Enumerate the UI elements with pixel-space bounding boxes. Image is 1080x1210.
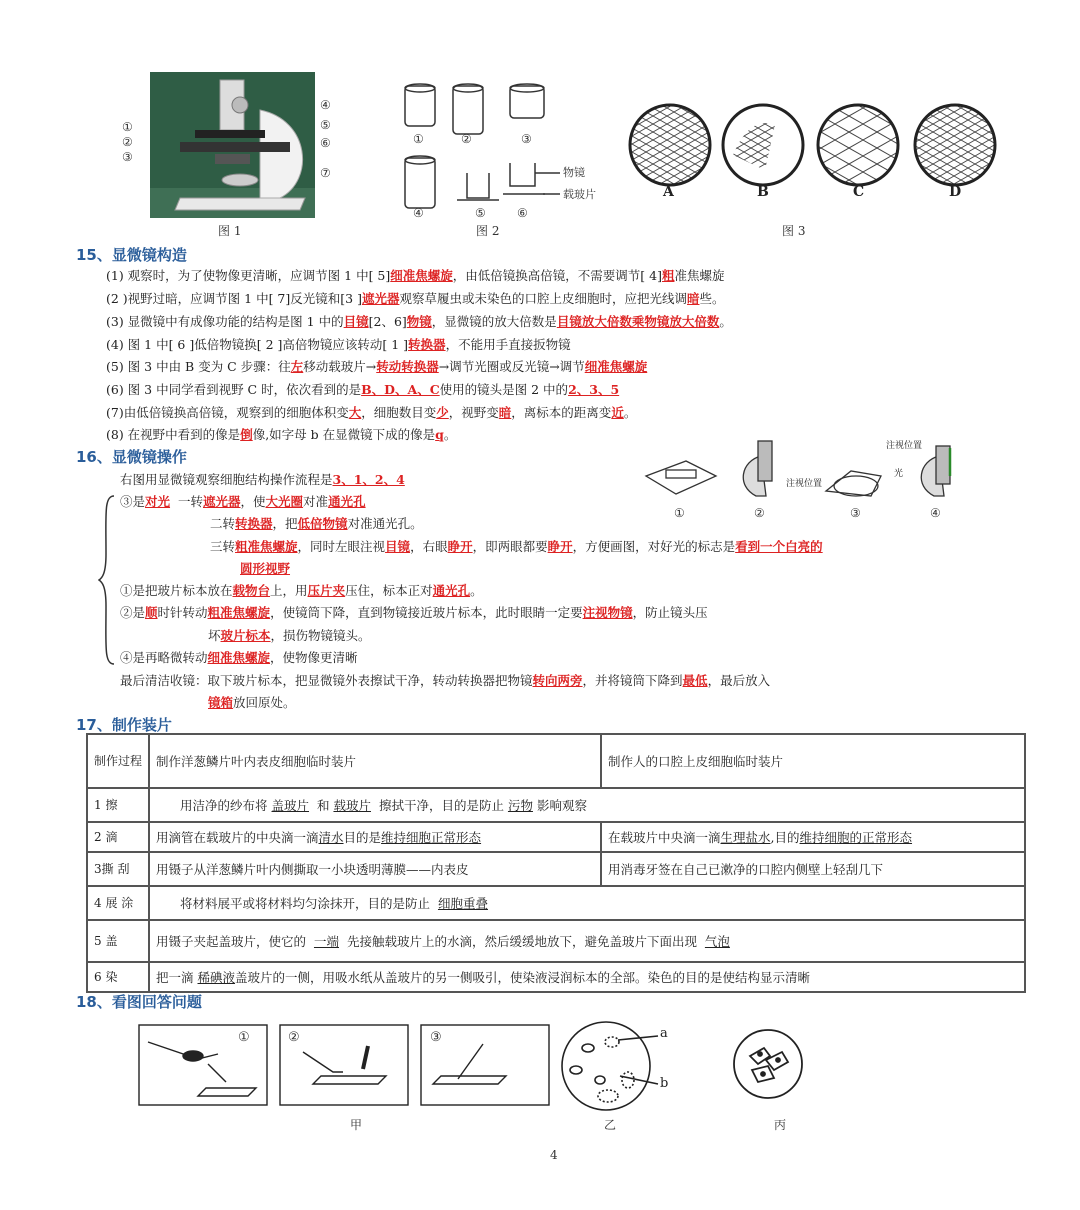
answer: 载物台	[232, 583, 271, 598]
answer: 看到一个白亮的	[735, 539, 823, 554]
answer: 转换器	[235, 516, 273, 531]
row-content	[149, 920, 1025, 962]
answer: 少	[436, 405, 449, 420]
text: 移动载玻片→	[303, 359, 377, 374]
answer: 最低	[682, 673, 708, 688]
text: 用镊子夹起盖玻片，使它的	[156, 934, 307, 949]
text: (3) 显微镜中有成像功能的结构是图 1 中的	[106, 314, 344, 329]
fig3-label-d: D	[949, 184, 962, 200]
fig2-caption: 图 2	[476, 224, 500, 238]
text: ，右眼	[410, 539, 448, 554]
fig1-label-1: ①	[122, 120, 133, 134]
fig1-caption: 图 1	[218, 224, 242, 238]
answer: q	[435, 427, 444, 442]
text: 压住，标本正对	[345, 583, 433, 598]
answer: 对光	[145, 494, 171, 509]
answer: 细准焦螺旋	[584, 359, 648, 374]
op-label-3: ③	[850, 506, 861, 520]
table-row	[87, 734, 1025, 788]
figure-3	[625, 100, 1005, 205]
section-17-title: 17、制作装片	[76, 716, 172, 734]
text: ，同时左眼注视	[297, 539, 386, 554]
answer: 3、1、2、4	[332, 472, 405, 487]
step-cell: 2 滴	[87, 822, 149, 852]
answer: 注视物镜	[582, 605, 633, 620]
text: 和	[316, 798, 330, 813]
answer: 左	[290, 359, 304, 374]
head-left: 制作洋葱鳞片叶内表皮细胞临时装片	[149, 734, 601, 788]
s15-line-5	[106, 357, 647, 375]
text: ，显微镜的放大倍数是	[431, 314, 557, 329]
answer: 维持细胞正常形态	[381, 830, 482, 845]
answer: 睁开	[447, 539, 473, 554]
field-bing-drawing	[730, 1026, 806, 1102]
text: 盖玻片的一侧，用吸水纸从盖玻片的另一侧吸引，使染液浸润标本的全部。染色的目的是使结构显示清晰	[235, 970, 811, 985]
text: (2 )视野过暗，应调节图 1 中[ 7]反光镜和[3 ]	[106, 291, 362, 306]
answer: 暗	[686, 291, 700, 306]
s16-p3c	[210, 537, 823, 555]
text: 。	[623, 405, 637, 420]
answer: 转换器	[408, 337, 446, 352]
jia-panel-2: ②	[288, 1030, 300, 1045]
answer: 遮光器	[361, 291, 400, 306]
text: 放回原处。	[233, 695, 296, 710]
text: ④是再略微转动	[120, 650, 208, 665]
text: 把一滴	[156, 970, 194, 985]
table-row	[87, 962, 1025, 992]
text: 先接触载玻片上的水滴，然后缓缓地放下，避免盖玻片下面出现	[346, 934, 697, 949]
answer: 清水	[318, 830, 344, 845]
text: ，即两眼都要	[472, 539, 548, 554]
text: ，损伤物镜镜头。	[270, 628, 371, 643]
s16-p3b	[210, 514, 423, 532]
figure-2	[395, 78, 615, 223]
fig1-label-7: ⑦	[320, 166, 331, 180]
fig1-label-6: ⑥	[320, 136, 331, 150]
table-row	[87, 886, 1025, 920]
text: (5) 图 3 中由 B 变为 C 步骤：往	[106, 359, 291, 374]
step-cell: 1 擦	[87, 788, 149, 822]
row-right: 用消毒牙签在自己已漱净的口腔内侧壁上轻刮几下	[601, 852, 1025, 886]
fig1-label-4: ④	[320, 98, 331, 112]
text: ，不能用手直接扳物镜	[445, 337, 571, 352]
answer: 盖玻片	[271, 798, 310, 813]
fig2-tag-objective: 物镜	[563, 166, 585, 179]
answer: 物镜	[406, 314, 432, 329]
text: 对准通光孔。	[347, 516, 423, 531]
cheek-cells-drawing	[560, 1018, 670, 1114]
text: ，把	[272, 516, 298, 531]
answer: 气泡	[704, 934, 730, 949]
text: (4) 图 1 中[ 6 ]低倍物镜换[ 2 ]高倍物镜应该转动[ 1 ]	[106, 337, 409, 352]
figure-yi	[560, 1018, 670, 1114]
text: ，细胞数目变	[361, 405, 437, 420]
answer: 粗	[661, 268, 675, 283]
row-content	[149, 886, 1025, 920]
text: ①是把玻片标本放在	[120, 583, 233, 598]
s16-p3d	[240, 559, 290, 577]
text: 三转	[210, 539, 236, 554]
answer: 大	[348, 405, 362, 420]
text: (1) 观察时，为了使物像更清晰，应调节图 1 中[ 5]	[106, 268, 391, 283]
yi-label-a: a	[660, 1026, 668, 1041]
answer: 目镜	[385, 539, 411, 554]
text: ，使	[240, 494, 266, 509]
answer: 目镜	[343, 314, 369, 329]
row-content	[149, 962, 1025, 992]
answer: 顺	[145, 605, 158, 620]
text: 像,如字母 b 在显微镜下成的像是	[252, 427, 436, 442]
caption-jia: 甲	[350, 1118, 363, 1132]
fig2-label-4: ④	[413, 206, 424, 220]
s16-last	[120, 671, 770, 689]
figure-bing	[730, 1026, 806, 1102]
fig1-label-5: ⑤	[320, 118, 331, 132]
answer: 圆形视野	[240, 561, 291, 576]
fig3-label-b: B	[757, 184, 769, 200]
fig1-label-3: ③	[122, 150, 133, 164]
text: 观察草履虫或未染色的口腔上皮细胞时，应把光线调	[399, 291, 687, 306]
text: →调节光圈或反光镜→调节	[438, 359, 585, 374]
op-label-2: ②	[754, 506, 765, 520]
caption-yi: 乙	[604, 1118, 617, 1132]
fig2-label-2: ②	[461, 132, 472, 146]
answer: 镜箱	[208, 695, 234, 710]
answer: 稀碘液	[197, 970, 236, 985]
text: 对准	[303, 494, 329, 509]
answer: 载玻片	[333, 798, 371, 813]
fields-of-view	[625, 100, 1005, 190]
s15-line-7	[106, 403, 636, 421]
answer: 维持细胞的正常形态	[799, 830, 913, 845]
s15-line-6	[106, 380, 619, 398]
text: [2、6]	[368, 314, 407, 329]
text: 。	[470, 583, 483, 598]
slide-steps-drawing	[138, 1024, 552, 1108]
s16-p2b	[208, 626, 371, 644]
step-cell: 3撕 刮	[87, 852, 149, 886]
table-row	[87, 852, 1025, 886]
text: 上，用	[270, 583, 308, 598]
text: ，使镜筒下降，直到物镜接近玻片标本，此时眼睛一定要	[270, 605, 583, 620]
step-cell: 5 盖	[87, 920, 149, 962]
fig3-label-a: A	[663, 184, 674, 200]
text: (6) 图 3 中同学看到视野 C 时，依次看到的是	[106, 382, 362, 397]
table-row	[87, 920, 1025, 962]
answer: 目镜放大倍数乘物镜放大倍数	[556, 314, 720, 329]
table-row	[87, 822, 1025, 852]
answer: 转向两旁	[532, 673, 583, 688]
text: 最后清洁收镜：取下玻片标本，把显微镜外表擦试干净，转动转换器把物镜	[120, 673, 533, 688]
answer: 玻片标本	[220, 628, 271, 643]
text: ,目的	[770, 830, 800, 845]
text: ，防止镜头压	[632, 605, 708, 620]
figure-jia	[138, 1024, 552, 1108]
op-tag-2: 注视位置	[886, 441, 923, 451]
section-18-title: 18、看图回答问题	[76, 993, 202, 1011]
fig2-label-3: ③	[521, 132, 532, 146]
answer: 遮光器	[203, 494, 241, 509]
text: ③是	[120, 494, 146, 509]
answer: 细胞重叠	[437, 896, 488, 911]
step-cell: 4 展 涂	[87, 886, 149, 920]
preparation-table	[86, 733, 1026, 993]
text: 用洁净的纱布将	[180, 798, 268, 813]
s16-p4	[120, 648, 358, 666]
fig2-label-5: ⑤	[475, 206, 486, 220]
step-cell: 制作过程	[87, 734, 149, 788]
op-label-4: ④	[930, 506, 941, 520]
text: 一转	[177, 494, 203, 509]
text: ，最后放入	[707, 673, 771, 688]
jia-panel-3: ③	[430, 1030, 442, 1045]
yi-label-b: b	[660, 1076, 669, 1091]
fig3-caption: 图 3	[782, 224, 806, 238]
text: (7)由低倍镜换高倍镜，观察到的细胞体积变	[106, 405, 349, 420]
text: 时针转动	[157, 605, 208, 620]
text: 。	[719, 314, 732, 329]
answer: 倒	[240, 427, 253, 442]
text: ，并将镜筒下降到	[582, 673, 683, 688]
s15-line-4	[106, 335, 571, 353]
section-15-title: 15、显微镜构造	[76, 246, 187, 264]
text: 右图用显微镜观察细胞结构操作流程是	[120, 472, 333, 487]
head-right: 制作人的口腔上皮细胞临时装片	[601, 734, 1025, 788]
s15-line-8	[106, 425, 456, 443]
answer: 2、3、5	[568, 382, 620, 397]
text: 些。	[699, 291, 725, 306]
fig1-label-2: ②	[122, 135, 133, 149]
answer: 一端	[313, 934, 339, 949]
section-16-title: 16、显微镜操作	[76, 448, 187, 466]
page-number: 4	[550, 1148, 558, 1162]
text: 用滴管在载玻片的中央滴一滴	[156, 830, 319, 845]
s15-line-3	[106, 312, 732, 330]
answer: 低倍物镜	[297, 516, 348, 531]
answer: 转动转换器	[376, 359, 439, 374]
text: 准焦螺旋	[674, 268, 725, 283]
text: 目的是	[343, 830, 382, 845]
answer: 睁开	[547, 539, 573, 554]
text: 擦拭干净，目的是防止	[378, 798, 504, 813]
brace	[98, 494, 116, 666]
fig2-tag-slide: 载玻片	[563, 188, 596, 201]
text: ，方便画图，对好光的标志是	[572, 539, 736, 554]
text: 坏	[208, 628, 221, 643]
op-tag-1: 注视位置	[786, 479, 823, 489]
answer: 细准焦螺旋	[207, 650, 271, 665]
answer: 通光孔	[328, 494, 366, 509]
fig2-label-1: ①	[413, 132, 424, 146]
answer: 压片夹	[307, 583, 346, 598]
text: 影响观察	[536, 798, 587, 813]
operation-figure	[636, 436, 1008, 522]
s16-p3	[120, 492, 366, 510]
text: (8) 在视野中看到的像是	[106, 427, 241, 442]
s16-intro	[120, 470, 405, 488]
text: ，由低倍镜换高倍镜，不需要调节[ 4]	[452, 268, 662, 283]
text: 使用的镜头是图 2 中的	[439, 382, 569, 397]
s16-last2	[208, 693, 296, 711]
row-left	[149, 822, 601, 852]
text: 二转	[210, 516, 236, 531]
s15-line-1	[106, 266, 725, 284]
text: ，视野变	[448, 405, 499, 420]
answer: 粗准焦螺旋	[207, 605, 271, 620]
answer: 细准焦螺旋	[390, 268, 453, 283]
answer: 污物	[507, 798, 533, 813]
op-label-1: ①	[674, 506, 685, 520]
row-content	[149, 788, 1025, 822]
answer: 粗准焦螺旋	[235, 539, 298, 554]
answer: 近	[611, 405, 624, 420]
figure-1	[120, 70, 365, 220]
text: 将材料展平或将材料均匀涂抹开，目的是防止	[180, 896, 431, 911]
text: 。	[443, 427, 457, 442]
row-right	[601, 822, 1025, 852]
caption-bing: 丙	[774, 1118, 787, 1132]
fig2-label-6: ⑥	[517, 206, 528, 220]
answer: B、D、A、C	[361, 382, 440, 397]
step-cell: 6 染	[87, 962, 149, 992]
text: ②是	[120, 605, 146, 620]
fig3-label-c: C	[853, 184, 865, 200]
jia-panel-1: ①	[238, 1030, 250, 1045]
text: 在载玻片中央滴一滴	[608, 830, 721, 845]
text: ，使物像更清晰	[270, 650, 358, 665]
answer: 通光孔	[432, 583, 471, 598]
answer: 生理盐水	[720, 830, 771, 845]
table-row	[87, 788, 1025, 822]
op-tag-3: 光	[894, 469, 904, 479]
s15-line-2	[106, 289, 725, 307]
text: ，离标本的距离变	[511, 405, 612, 420]
s16-p1	[120, 581, 483, 599]
row-left: 用镊子从洋葱鳞片叶内侧撕取一小块透明薄膜——内表皮	[149, 852, 601, 886]
answer: 大光圈	[265, 494, 304, 509]
s16-p2	[120, 603, 708, 621]
answer: 暗	[498, 405, 512, 420]
